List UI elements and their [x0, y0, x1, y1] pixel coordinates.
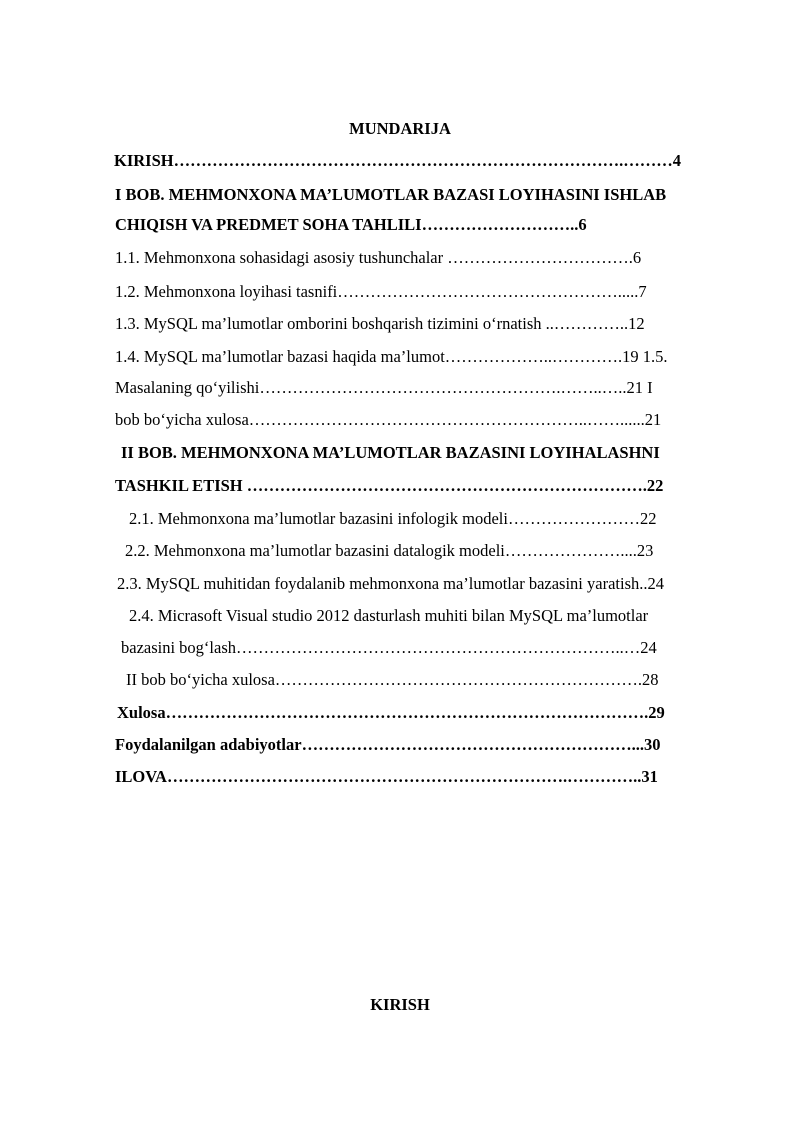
- toc-entry-1-3: 1.3. MySQL ma’lumotlar omborini boshqarish tizimini o‘rnatish ..…………..12: [115, 314, 645, 333]
- toc-entry-chapter-2-title: II BOB. MEHMONXONA MA’LUMOTLAR BAZASINI LOYIHALASHNI: [121, 443, 660, 462]
- toc-entry-1-1: 1.1. Mehmonxona sohasidagi asosiy tushunchalar …………………………….6: [115, 248, 642, 267]
- toc-entry-ilova: ILOVA……………………………………………………………….…………..31: [115, 767, 658, 786]
- toc-entry-2-4: 2.4. Micrasoft Visual studio 2012 dasturlash muhiti bilan MySQL ma’lumotlar: [129, 606, 649, 625]
- toc-entry-chapter-1-summary: bob bo‘yicha xulosa……………………………………………………..……......21: [115, 410, 662, 429]
- toc-entry-adabiyotlar: Foydalanilgan adabiyotlar……………………………………………………...30: [115, 735, 661, 754]
- toc-entry-2-2: 2.2. Mehmonxona ma’lumotlar bazasini datalogik modeli…………………....23: [125, 541, 654, 560]
- section-heading-kirish: KIRISH: [370, 995, 430, 1014]
- toc-entry-kirish: KIRISH……………………………………………………………………….………4: [114, 151, 681, 170]
- toc-entry-chapter-2-title-cont: TASHKIL ETISH ……………………………………………………………….22: [115, 476, 664, 495]
- toc-entry-xulosa: Xulosa…………………………………………………………………………….29: [117, 703, 665, 722]
- toc-entry-1-4: 1.4. MySQL ma’lumotlar bazasi haqida ma’lumot………………..………….19 1.5.: [115, 347, 668, 366]
- toc-title: MUNDARIJA: [349, 119, 451, 138]
- toc-entry-chapter-1-title-cont: CHIQISH VA PREDMET SOHA TAHLILI………………………..6: [115, 215, 587, 234]
- toc-entry-2-4-cont: bazasini bog‘lash……………………………………………………………..…24: [121, 638, 657, 657]
- toc-entry-2-1: 2.1. Mehmonxona ma’lumotlar bazasini infologik modeli……………………22: [129, 509, 657, 528]
- toc-entry-chapter-2-summary: II bob bo‘yicha xulosa………………………………………………………….28: [126, 670, 659, 689]
- toc-entry-chapter-1-title: I BOB. MEHMONXONA MA’LUMOTLAR BAZASI LOYIHASINI ISHLAB: [115, 185, 667, 204]
- toc-entry-1-2: 1.2. Mehmonxona loyihasi tasnifi…………………………………………….....7: [115, 282, 647, 301]
- toc-entry-1-5: Masalaning qo‘yilishi……………………………………………….……..…..21 I: [115, 378, 653, 397]
- toc-entry-2-3: 2.3. MySQL muhitidan foydalanib mehmonxona ma’lumotlar bazasini yaratish..24: [117, 574, 664, 593]
